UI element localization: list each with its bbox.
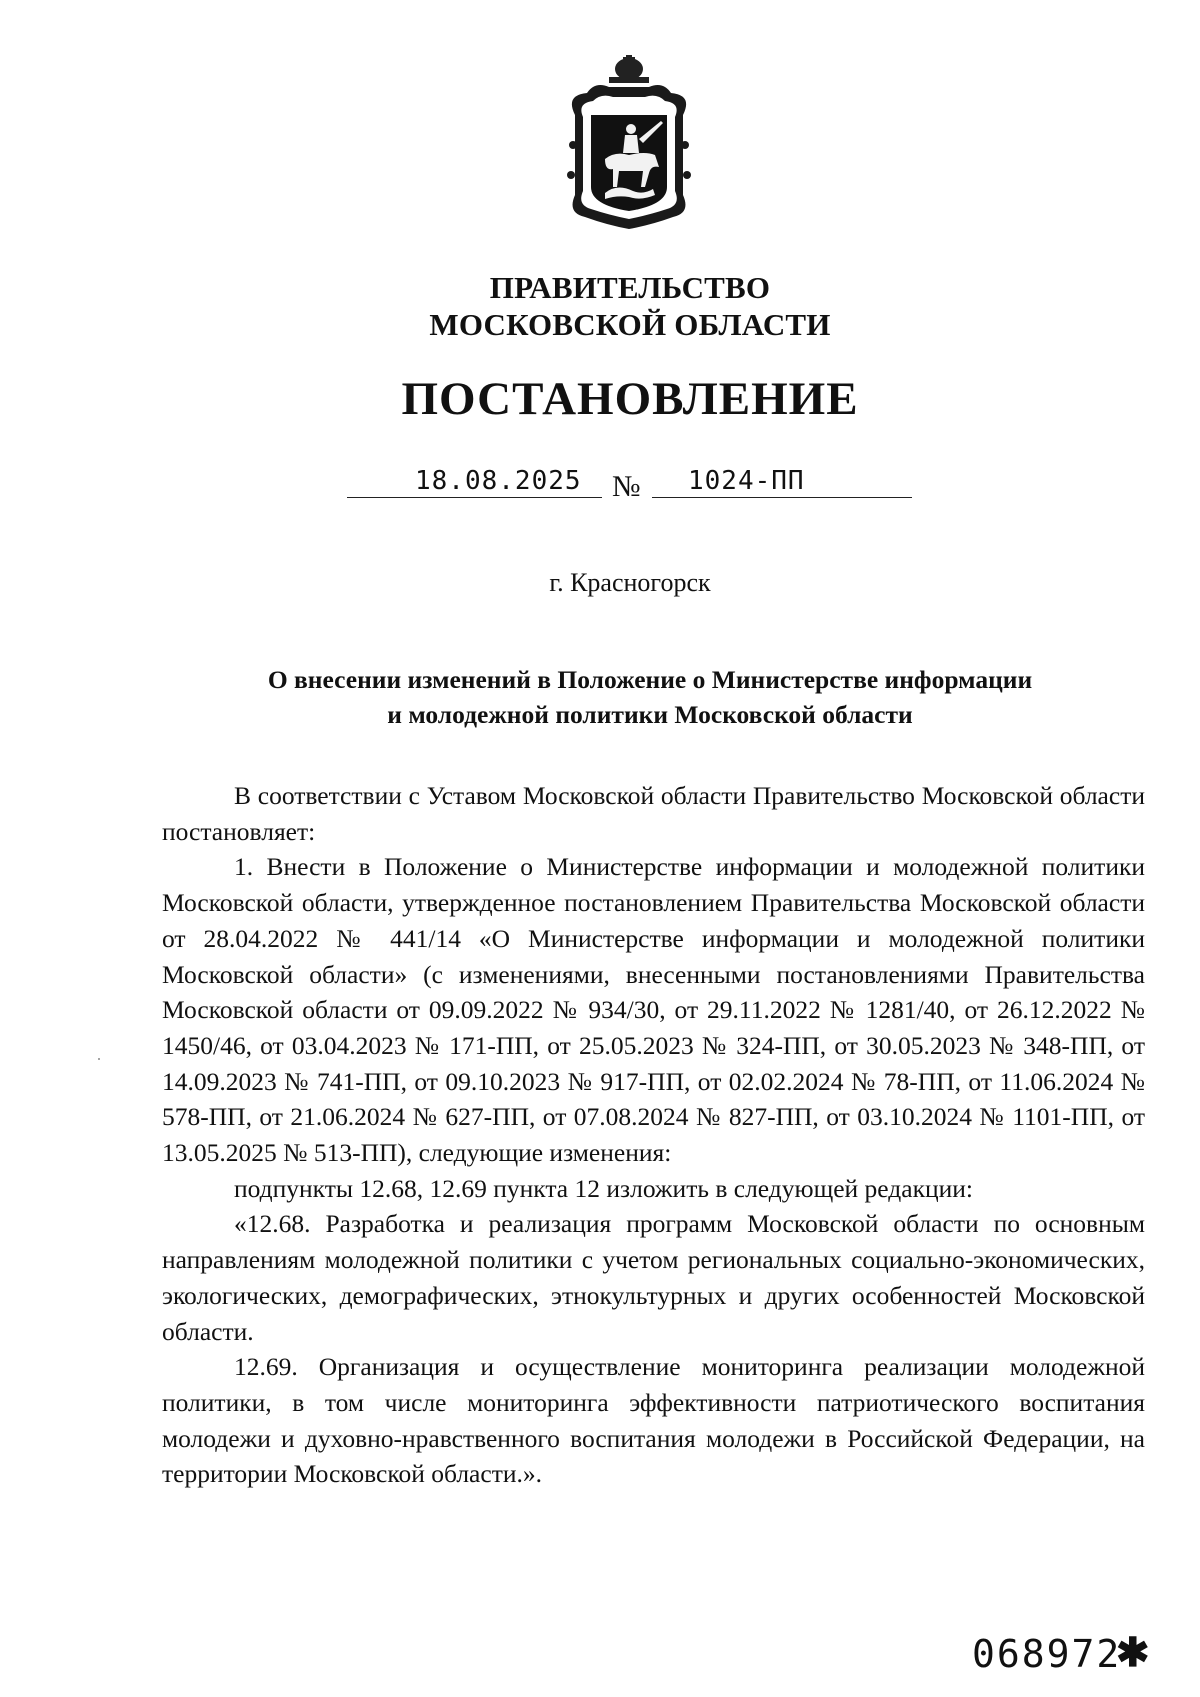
date-underline — [347, 497, 602, 498]
document-number: 1024-ПП — [688, 466, 805, 496]
body-paragraph-preamble: В соответствии с Уставом Московской области Правительство Московской области постановляет: — [162, 781, 1145, 846]
organization-subtitle: МОСКОВСКОЙ ОБЛАСТИ — [429, 307, 831, 342]
asterisk-mark: ✱ — [1116, 1630, 1150, 1675]
body-paragraph-instruction: подпункты 12.68, 12.69 пункта 12 изложить в следующей редакции: — [234, 1173, 973, 1203]
body-paragraph-item-1: 1. Внести в Положение о Министерстве информации и молодежной политики Московской области, утвержденное постановлением Правительства Московской области от 28.04.2022 № 441/14 «О Министерстве информации и молодежной политики Московской области» (с изменениями, внесенными постановлениями Правительства Московской области от 09.09.2022 № 934/30, от 29.11.2022 № 1281/40, от 26.12.2022 № 1450/46, от 03.04.2023 № 171-ПП, от 25.05.2023 № 324-ПП, от 30.05.2023 № 348-ПП, от 14.09.2023 № 741-ПП, от 09.10.2023 № 917-ПП, от 02.02.2024 № 78-ПП, от 11.06.2024 № 578-ПП, от 21.06.2024 № 627-ПП, от 07.08.2024 № 827-ПП, от 03.10.2024 № 1101-ПП, от 13.05.2025 № 513-ПП), следующие изменения: — [162, 852, 1145, 1168]
organization-title: ПРАВИТЕЛЬСТВО — [489, 270, 771, 305]
document-type: ПОСТАНОВЛЕНИЕ — [401, 373, 859, 425]
coat-of-arms-icon — [565, 55, 693, 230]
number-sign: № — [612, 470, 641, 503]
scan-dot — [98, 1058, 100, 1060]
subject-line-2: и молодежной политики Московской области — [387, 700, 913, 729]
document-body — [162, 778, 1145, 1492]
number-underline — [652, 497, 912, 498]
subject-line-1: О внесении изменений в Положение о Министерстве информации — [267, 665, 1033, 694]
body-paragraph-12-69: 12.69. Организация и осуществление мониторинга реализации молодежной политики, в том числе мониторинга эффективности патриотического воспитания молодежи и духовно-нравственного воспитания молодежи в Российской Федерации, на территории Московской области.». — [162, 1352, 1145, 1489]
serial-number: 068972 — [972, 1632, 1122, 1676]
body-paragraph-12-68: «12.68. Разработка и реализация программ Московской области по основным направлениям молодежной политики с учетом региональных социально-экономических, экологических, демографических, этнокультурных и других особенностей Московской области. — [162, 1209, 1145, 1346]
document-date: 18.08.2025 — [415, 466, 582, 496]
city: г. Красногорск — [549, 568, 711, 597]
